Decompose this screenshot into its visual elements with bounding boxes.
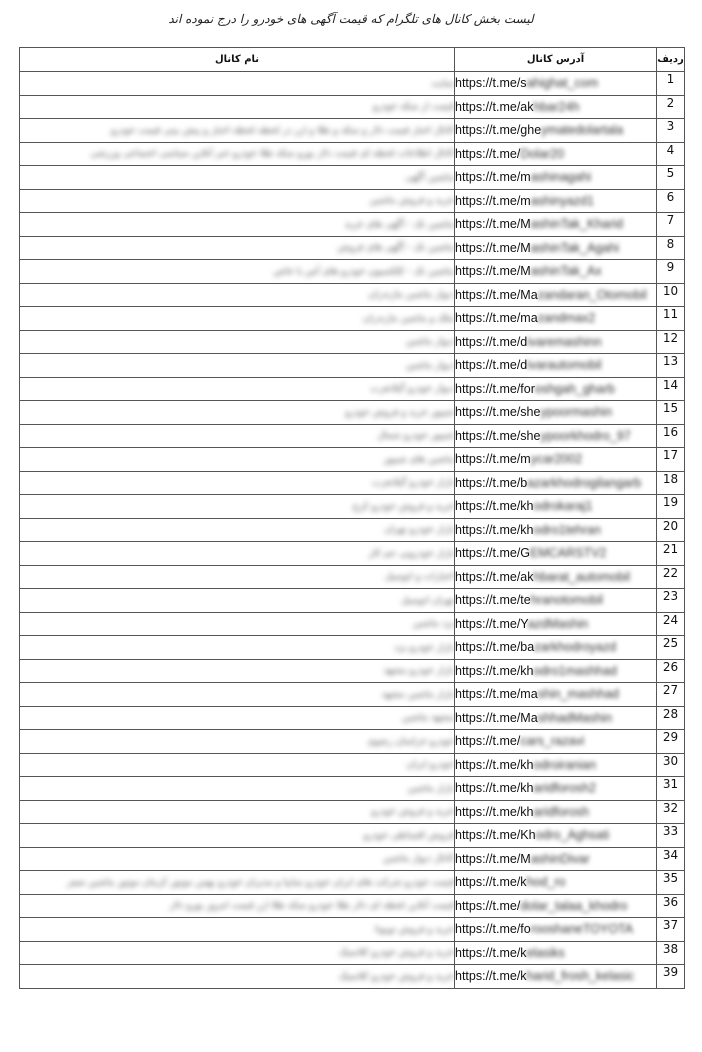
channel-address-prefix: https://t.me/fo xyxy=(455,922,531,937)
channel-address-prefix: https://t.me/m xyxy=(455,452,531,467)
table-row xyxy=(20,824,685,848)
channel-name-cell xyxy=(20,307,455,331)
channel-name-cell xyxy=(20,847,455,871)
channel-address-blurred: aridforosh2 xyxy=(533,781,597,796)
row-index: 18 xyxy=(657,471,685,495)
channel-address-cell[interactable] xyxy=(455,965,657,989)
row-index: 27 xyxy=(657,683,685,707)
channel-address-prefix: https://t.me/ba xyxy=(455,640,535,655)
channel-name-cell xyxy=(20,683,455,707)
channel-name-blurred: بازار خودرو یزد xyxy=(394,641,454,653)
channel-address-blurred: ahighat_com xyxy=(526,76,599,91)
channel-address-cell[interactable] xyxy=(455,495,657,519)
table-row xyxy=(20,565,685,589)
channel-address-blurred: EMCARSTV2 xyxy=(530,546,607,561)
channel-address-cell[interactable] xyxy=(455,941,657,965)
channel-address-blurred: ashinagahi xyxy=(530,170,592,185)
channel-address-prefix: https://t.me/kh xyxy=(455,804,534,819)
channel-address-cell[interactable] xyxy=(455,236,657,260)
table-row xyxy=(20,730,685,754)
channel-name-blurred: دیوار ماشین xyxy=(405,336,454,348)
row-index: 39 xyxy=(657,965,685,989)
channel-address-prefix: https://t.me/G xyxy=(455,546,531,561)
channel-name-cell xyxy=(20,871,455,895)
row-index: 37 xyxy=(657,918,685,942)
channel-address-prefix: https://t.me/ak xyxy=(455,99,534,114)
table-row xyxy=(20,448,685,472)
row-index: 32 xyxy=(657,800,685,824)
channel-address-cell[interactable] xyxy=(455,142,657,166)
channel-address-cell[interactable] xyxy=(455,706,657,730)
channel-name-cell xyxy=(20,918,455,942)
table-row xyxy=(20,377,685,401)
channel-address-blurred: rooshaneTOYOTA xyxy=(530,922,634,937)
table-row xyxy=(20,260,685,284)
row-index: 8 xyxy=(657,236,685,260)
header-row-index: ردیف xyxy=(657,48,685,72)
channel-name-blurred: خرید و فروش خودرو کلاسیک xyxy=(338,947,454,959)
channel-address-prefix: https://t.me/m xyxy=(455,193,531,208)
table-row xyxy=(20,401,685,425)
table-row xyxy=(20,236,685,260)
table-row xyxy=(20,965,685,989)
table-row xyxy=(20,354,685,378)
channel-name-blurred: بازار خودرویی جم کار xyxy=(368,547,454,559)
channel-address-prefix: https://t.me/ak xyxy=(455,569,534,584)
channel-address-prefix: https://t.me/for xyxy=(455,381,535,396)
channel-address-cell[interactable] xyxy=(455,800,657,824)
channel-name-blurred: ماشین تک - کلکسیون خودرو های آس یا خاص xyxy=(273,265,454,277)
table-row xyxy=(20,424,685,448)
channel-address-cell[interactable] xyxy=(455,847,657,871)
channel-address-cell[interactable] xyxy=(455,283,657,307)
channel-name-cell xyxy=(20,495,455,519)
channel-name-blurred: ماشین آگهی xyxy=(405,171,454,183)
channel-name-cell xyxy=(20,260,455,284)
row-index: 13 xyxy=(657,354,685,378)
table-row xyxy=(20,518,685,542)
channel-address-blurred: zandaran_Otomobil xyxy=(537,287,647,302)
channel-address-cell[interactable] xyxy=(455,894,657,918)
channel-name-cell xyxy=(20,612,455,636)
channel-address-cell[interactable] xyxy=(455,330,657,354)
channel-address-cell[interactable] xyxy=(455,424,657,448)
channel-name-cell xyxy=(20,636,455,660)
channel-address-cell[interactable] xyxy=(455,72,657,96)
channel-address-prefix: https://t.me/m xyxy=(455,170,531,185)
table-row xyxy=(20,72,685,96)
channel-address-cell[interactable] xyxy=(455,824,657,848)
channel-address-cell[interactable] xyxy=(455,260,657,284)
channel-name-cell xyxy=(20,730,455,754)
row-index: 31 xyxy=(657,777,685,801)
channel-address-prefix: https://t.me/ xyxy=(455,898,521,913)
channel-name-cell xyxy=(20,424,455,448)
channel-address-prefix: https://t.me/s xyxy=(455,76,527,91)
channel-name-cell xyxy=(20,659,455,683)
channel-address-prefix: https://t.me/ma xyxy=(455,687,538,702)
channel-name-cell xyxy=(20,941,455,965)
channel-address-prefix: https://t.me/Ma xyxy=(455,710,538,725)
channel-address-prefix: https://t.me/Kh xyxy=(455,828,536,843)
channel-name-blurred: اخبارات و اتومبیل xyxy=(384,571,454,583)
channel-name-blurred: خرید و فروش خودرو کرج xyxy=(352,500,454,512)
table-row xyxy=(20,941,685,965)
channel-address-blurred: shhadMashin xyxy=(537,710,613,725)
channel-name-blurred: دیوار خودرو گیلانغرب xyxy=(370,383,454,395)
channel-address-blurred: hranotomobil xyxy=(530,593,603,608)
channel-address-blurred: ypoormashin xyxy=(540,405,613,420)
row-index: 35 xyxy=(657,871,685,895)
channel-name-blurred: بازار خودرو تهران xyxy=(384,524,454,536)
row-index: 14 xyxy=(657,377,685,401)
row-index: 29 xyxy=(657,730,685,754)
row-index: 7 xyxy=(657,213,685,237)
channel-address-cell[interactable] xyxy=(455,307,657,331)
row-index: 4 xyxy=(657,142,685,166)
channels-table xyxy=(19,47,685,989)
table-row xyxy=(20,142,685,166)
table-row xyxy=(20,542,685,566)
channel-address-blurred: ashinTak_Agahi xyxy=(530,240,619,255)
channel-address-prefix: https://t.me/Y xyxy=(455,616,528,631)
table-row xyxy=(20,213,685,237)
channel-address-blurred: odro1mashhad xyxy=(533,663,617,678)
table-row xyxy=(20,777,685,801)
channel-address-prefix: https://t.me/M xyxy=(455,851,531,866)
channel-address-blurred: oshgah_gharb xyxy=(534,381,615,396)
channel-address-prefix: https://t.me/k xyxy=(455,969,527,984)
channel-address-prefix: https://t.me/ma xyxy=(455,311,538,326)
channel-address-blurred: ymatedolartala xyxy=(541,123,624,138)
channel-name-cell xyxy=(20,213,455,237)
channel-name-cell xyxy=(20,706,455,730)
channel-name-blurred: قیمت آنلاین لحظه ای دلار طلا خودرو سکه طلا ارز قیمت امروز یورو دلار xyxy=(169,900,454,912)
channel-address-prefix: https://t.me/she xyxy=(455,428,541,443)
row-index: 38 xyxy=(657,941,685,965)
channel-name-cell xyxy=(20,777,455,801)
channel-name-cell xyxy=(20,166,455,190)
channel-address-blurred: ashinTak_Ax xyxy=(530,264,602,279)
channel-name-cell xyxy=(20,377,455,401)
channel-name-cell xyxy=(20,542,455,566)
channel-name-cell xyxy=(20,72,455,96)
table-row xyxy=(20,753,685,777)
header-channel-name: نام کانال xyxy=(20,48,455,72)
row-index: 34 xyxy=(657,847,685,871)
channel-name-cell xyxy=(20,894,455,918)
channel-address-cell[interactable] xyxy=(455,471,657,495)
channel-name-blurred: دیوار ماشین xyxy=(405,359,454,371)
row-index: 20 xyxy=(657,518,685,542)
channel-name-blurred: تهران اتومبیل xyxy=(400,594,454,606)
channel-address-blurred: hod_ro xyxy=(526,875,566,890)
channel-name-blurred: یزد ماشین xyxy=(412,618,454,630)
channel-address-cell[interactable] xyxy=(455,95,657,119)
table-row xyxy=(20,894,685,918)
channel-address-prefix: https://t.me/M xyxy=(455,264,531,279)
channel-address-prefix: https://t.me/ xyxy=(455,146,521,161)
row-index: 1 xyxy=(657,72,685,96)
channel-name-cell xyxy=(20,800,455,824)
channel-name-blurred: خرید و فروش ماشین xyxy=(369,195,454,207)
table-header-row xyxy=(20,48,685,72)
channel-name-blurred: خودرو ایران xyxy=(406,759,454,771)
row-index: 21 xyxy=(657,542,685,566)
row-index: 36 xyxy=(657,894,685,918)
header-channel-address: آدرس کانال xyxy=(455,48,657,72)
channel-address-cell[interactable] xyxy=(455,636,657,660)
channel-address-prefix: https://t.me/k xyxy=(455,875,527,890)
row-index: 24 xyxy=(657,612,685,636)
row-index: 12 xyxy=(657,330,685,354)
table-row xyxy=(20,589,685,613)
channel-name-cell xyxy=(20,471,455,495)
table-row xyxy=(20,636,685,660)
channel-address-cell[interactable] xyxy=(455,777,657,801)
channel-address-cell[interactable] xyxy=(455,871,657,895)
row-index: 25 xyxy=(657,636,685,660)
channel-address-blurred: shin_mashhad xyxy=(537,687,619,702)
channel-name-cell xyxy=(20,330,455,354)
table-row xyxy=(20,189,685,213)
channel-address-blurred: zandmax2 xyxy=(537,311,596,326)
channel-address-blurred: ivaremashinn xyxy=(527,334,602,349)
channel-address-cell[interactable] xyxy=(455,565,657,589)
channel-name-cell xyxy=(20,142,455,166)
row-index: 23 xyxy=(657,589,685,613)
channel-address-prefix: https://t.me/kh xyxy=(455,522,534,537)
channel-address-cell[interactable] xyxy=(455,730,657,754)
channel-address-blurred: ycar2002 xyxy=(530,452,583,467)
channel-address-prefix: https://t.me/k xyxy=(455,945,527,960)
row-index: 17 xyxy=(657,448,685,472)
row-index: 11 xyxy=(657,307,685,331)
channel-address-cell[interactable] xyxy=(455,189,657,213)
channel-name-blurred: ماشین تک - آگهی های خرید xyxy=(344,218,454,230)
channel-address-prefix: https://t.me/kh xyxy=(455,499,534,514)
channel-name-cell xyxy=(20,401,455,425)
channel-address-blurred: aridforosh xyxy=(533,804,590,819)
table-row xyxy=(20,307,685,331)
channel-address-cell[interactable] xyxy=(455,683,657,707)
channel-address-cell[interactable] xyxy=(455,401,657,425)
channel-address-blurred: harid_frosh_kelasic xyxy=(526,969,635,984)
channel-address-cell[interactable] xyxy=(455,589,657,613)
channel-name-blurred: خرید و فروش خودرو xyxy=(371,806,454,818)
channel-address-cell[interactable] xyxy=(455,659,657,683)
table-row xyxy=(20,283,685,307)
channel-name-cell xyxy=(20,589,455,613)
channel-name-blurred: شیپور خودرو شمال xyxy=(377,430,454,442)
channel-address-blurred: odro_Aghsati xyxy=(535,828,610,843)
row-index: 33 xyxy=(657,824,685,848)
table-row xyxy=(20,166,685,190)
channel-name-cell xyxy=(20,448,455,472)
channel-address-blurred: ashinDivar xyxy=(530,851,590,866)
channel-name-cell xyxy=(20,95,455,119)
channel-name-cell xyxy=(20,119,455,143)
channel-address-blurred: azdMashin xyxy=(527,616,589,631)
channel-address-prefix: https://t.me/kh xyxy=(455,757,534,772)
channel-address-cell[interactable] xyxy=(455,542,657,566)
channel-name-blurred: خرید و فروش تویوتا xyxy=(374,923,454,935)
channel-address-blurred: elasiks xyxy=(526,945,565,960)
channel-name-blurred: بازار ماشین xyxy=(407,782,454,794)
table-row xyxy=(20,95,685,119)
row-index: 6 xyxy=(657,189,685,213)
channel-name-cell xyxy=(20,283,455,307)
channel-name-cell xyxy=(20,236,455,260)
row-index: 22 xyxy=(657,565,685,589)
channel-name-cell xyxy=(20,518,455,542)
channel-name-blurred: دیوار ماشین مازندران xyxy=(368,289,454,301)
channel-address-cell[interactable] xyxy=(455,448,657,472)
channel-address-prefix: https://t.me/d xyxy=(455,358,528,373)
row-index: 2 xyxy=(657,95,685,119)
channel-name-blurred: کانال اخبار قیمت دلار و سکه و طلا و ارز در لحظه لحظه اخبار و پیش بینی قیمت خودرو xyxy=(110,124,454,136)
table-row xyxy=(20,119,685,143)
table-body xyxy=(20,72,685,989)
row-index: 19 xyxy=(657,495,685,519)
channel-name-blurred: کانال دیوار ماشین xyxy=(383,853,454,865)
channel-name-blurred: خرید و فروش خودرو کلاسیک xyxy=(338,970,454,982)
channel-address-blurred: ivarautomobil xyxy=(527,358,602,373)
row-index: 30 xyxy=(657,753,685,777)
channel-name-blurred: ماشین تک - آگهی های فروش xyxy=(337,242,454,254)
channel-address-cell[interactable] xyxy=(455,354,657,378)
channel-address-cell[interactable] xyxy=(455,119,657,143)
channel-address-prefix: https://t.me/Ma xyxy=(455,287,538,302)
channel-address-cell[interactable] xyxy=(455,213,657,237)
channel-address-prefix: https://t.me/ghe xyxy=(455,123,542,138)
channel-address-cell[interactable] xyxy=(455,166,657,190)
channel-name-cell xyxy=(20,354,455,378)
channel-name-blurred: شیپور خرید و فروش خودرو xyxy=(345,406,454,418)
channel-address-prefix: https://t.me/M xyxy=(455,217,531,232)
channel-address-cell[interactable] xyxy=(455,753,657,777)
row-index: 26 xyxy=(657,659,685,683)
channel-address-blurred: odroiranian xyxy=(533,757,597,772)
channel-address-cell[interactable] xyxy=(455,377,657,401)
channel-name-blurred: قیمت از سکه خودرو xyxy=(372,101,454,113)
row-index: 28 xyxy=(657,706,685,730)
channel-name-blurred: خودرو خراسان رضوی xyxy=(367,735,454,747)
channel-name-blurred: بازار ماشین مشهد xyxy=(381,688,454,700)
channel-address-blurred: ashinyazd1 xyxy=(530,193,594,208)
channel-address-blurred: Dolar20 xyxy=(520,146,565,161)
channel-address-prefix: https://t.me/b xyxy=(455,475,528,490)
channel-address-prefix: https://t.me/ xyxy=(455,734,521,749)
table-row xyxy=(20,495,685,519)
channel-address-blurred: ypoorkhodro_97 xyxy=(540,428,631,443)
table-row xyxy=(20,800,685,824)
row-index: 5 xyxy=(657,166,685,190)
channel-address-blurred: hbarat_automobil xyxy=(533,569,631,584)
channel-address-prefix: https://t.me/kh xyxy=(455,663,534,678)
channel-address-blurred: dolar_talaa_khodro xyxy=(520,898,628,913)
channel-name-blurred: کانال اطلاعات لحظه ای قیمت دلار یورو سکه طلا خودرو خبر آنلاین سیاسی اجتماعی ورزشی xyxy=(90,148,454,160)
row-index: 9 xyxy=(657,260,685,284)
channel-name-blurred: قیمت خودرو شرکت های ایران خودرو سایپا و مدیران خودرو بهمن موتور کرمان موتور ماشین صفر xyxy=(67,876,454,888)
table-row xyxy=(20,706,685,730)
channel-address-blurred: ashinTak_Kharid xyxy=(530,217,624,232)
channel-address-prefix: https://t.me/te xyxy=(455,593,531,608)
row-index: 16 xyxy=(657,424,685,448)
channel-address-cell[interactable] xyxy=(455,518,657,542)
channel-address-cell[interactable] xyxy=(455,612,657,636)
channel-address-blurred: odro1tehran xyxy=(533,522,601,537)
channel-address-blurred: odrokaraj1 xyxy=(533,499,593,514)
table-row xyxy=(20,871,685,895)
row-index: 3 xyxy=(657,119,685,143)
table-row xyxy=(20,683,685,707)
channel-address-blurred: cars_razavi xyxy=(520,734,585,749)
channel-address-prefix: https://t.me/d xyxy=(455,334,528,349)
channel-name-cell xyxy=(20,753,455,777)
channel-name-blurred: ملک و ماشین مازندران xyxy=(363,312,454,324)
channel-name-cell xyxy=(20,565,455,589)
channel-address-blurred: azarkhodrogilangarb xyxy=(527,475,642,490)
row-index: 10 xyxy=(657,283,685,307)
table-row xyxy=(20,659,685,683)
channel-name-blurred: بازار خودرو مشهد xyxy=(383,665,454,677)
channel-name-blurred: سایت xyxy=(431,77,454,89)
table-row xyxy=(20,918,685,942)
channel-address-cell[interactable] xyxy=(455,918,657,942)
document-title: لیست بخش کانال های تلگرام که قیمت آگهی های خودرو را درج نموده اند xyxy=(168,12,534,26)
channel-address-prefix: https://t.me/kh xyxy=(455,781,534,796)
channel-address-prefix: https://t.me/she xyxy=(455,405,541,420)
row-index: 15 xyxy=(657,401,685,425)
table-row xyxy=(20,847,685,871)
channel-name-blurred: ماشین های شیپور xyxy=(383,453,454,465)
table-row xyxy=(20,471,685,495)
channel-name-blurred: بازار خودرو گیلانغرب xyxy=(371,477,454,489)
channel-address-prefix: https://t.me/M xyxy=(455,240,531,255)
channel-address-blurred: hbar24h xyxy=(533,99,580,114)
channel-name-blurred: فروش اقساطی خودرو xyxy=(363,829,454,841)
table-row xyxy=(20,612,685,636)
channel-name-cell xyxy=(20,965,455,989)
channel-name-cell xyxy=(20,824,455,848)
table-row xyxy=(20,330,685,354)
channel-name-cell xyxy=(20,189,455,213)
channel-name-blurred: مشهد ماشین xyxy=(402,712,454,724)
channel-address-blurred: zarkhodroyazd xyxy=(534,640,617,655)
